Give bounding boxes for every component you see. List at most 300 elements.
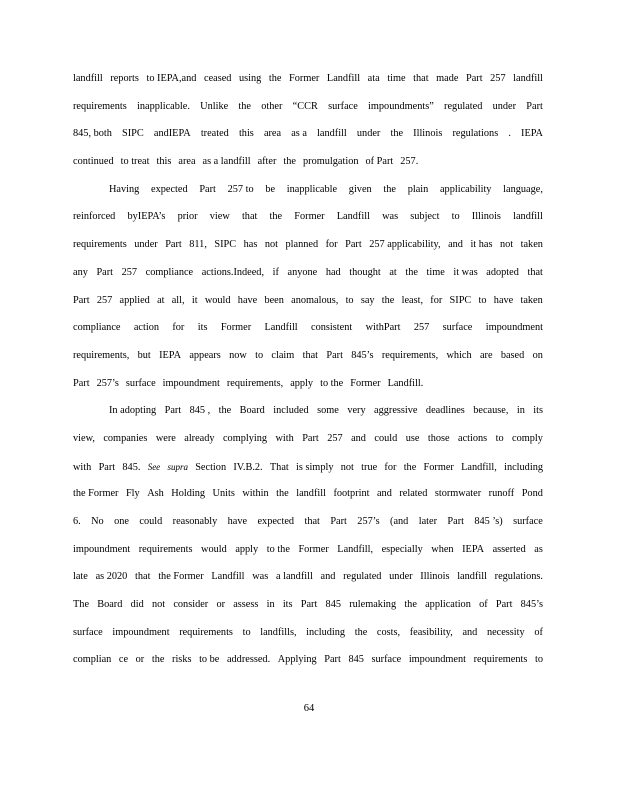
text-word: not bbox=[499, 239, 514, 251]
text-word: Landfill, bbox=[461, 461, 497, 473]
text-word: the bbox=[238, 100, 251, 112]
text-word: In adopting bbox=[109, 405, 157, 417]
text-word: See bbox=[147, 461, 161, 472]
text-word: Part bbox=[98, 461, 116, 473]
text-word: Fly bbox=[125, 488, 140, 500]
text-word: Landfill bbox=[264, 322, 298, 334]
text-word: have bbox=[237, 294, 258, 306]
text-word: to bbox=[495, 432, 504, 444]
text-word: which bbox=[446, 349, 472, 361]
text-word: deadlines bbox=[425, 405, 465, 417]
text-word: the bbox=[276, 488, 289, 500]
text-line bbox=[73, 541, 543, 569]
text-line bbox=[73, 568, 543, 596]
text-word: area bbox=[263, 128, 282, 140]
text-word: Part bbox=[326, 349, 343, 361]
text-word: of bbox=[534, 626, 543, 638]
text-word: the bbox=[404, 599, 417, 611]
text-word: Part bbox=[73, 377, 90, 389]
text-line bbox=[73, 236, 543, 264]
text-word: given bbox=[348, 183, 372, 195]
text-word: after bbox=[257, 156, 277, 168]
text-word: 811, bbox=[189, 239, 207, 251]
text-word: IEPA bbox=[462, 543, 485, 555]
text-word: complian bbox=[73, 654, 112, 666]
text-word: in bbox=[516, 405, 525, 417]
text-word: was bbox=[252, 571, 269, 583]
text-word: including bbox=[504, 461, 543, 473]
text-word: as bbox=[534, 543, 543, 555]
text-word: surface bbox=[328, 100, 358, 112]
text-word: thought bbox=[349, 266, 381, 278]
text-word: the Former bbox=[158, 571, 204, 583]
text-word: Part bbox=[466, 73, 483, 84]
text-word: Former bbox=[350, 377, 381, 389]
text-word: appears bbox=[189, 349, 221, 361]
text-word: 257 bbox=[121, 266, 138, 278]
text-line bbox=[73, 375, 543, 403]
text-word: to bbox=[478, 294, 487, 306]
text-word: impoundment bbox=[162, 377, 220, 389]
text-word: the bbox=[151, 654, 165, 666]
text-line bbox=[73, 402, 543, 430]
text-word: as a landfill bbox=[202, 156, 251, 168]
text-word: had bbox=[325, 266, 341, 278]
text-word: were bbox=[155, 432, 176, 444]
text-word: did bbox=[130, 599, 144, 611]
text-word: and bbox=[376, 488, 392, 500]
text-word: the bbox=[283, 156, 297, 168]
text-word: The bbox=[73, 599, 90, 611]
text-word: surface bbox=[513, 516, 543, 527]
text-word: that bbox=[304, 516, 320, 527]
text-word: 257 bbox=[413, 322, 430, 334]
text-word: especially bbox=[381, 543, 423, 555]
text-word: the bbox=[383, 183, 396, 195]
text-word: Part bbox=[526, 100, 543, 112]
text-word: time bbox=[387, 73, 406, 84]
text-word: any bbox=[73, 266, 88, 278]
text-word: landfill bbox=[317, 128, 347, 140]
text-word: the bbox=[218, 405, 232, 417]
text-word: that bbox=[135, 571, 151, 583]
text-word: adopted bbox=[486, 266, 519, 278]
text-word: assess bbox=[233, 599, 259, 611]
text-word: Illinois bbox=[413, 128, 443, 140]
text-word: 845’s bbox=[520, 599, 543, 611]
text-word: apply bbox=[290, 377, 314, 389]
text-word: all, bbox=[171, 294, 185, 306]
text-word: is simply bbox=[296, 461, 334, 473]
text-word: landfill bbox=[73, 73, 103, 84]
text-word: taken bbox=[520, 294, 543, 306]
text-word: and bbox=[320, 571, 336, 583]
text-line bbox=[73, 98, 543, 126]
text-word: this bbox=[156, 156, 172, 168]
text-line bbox=[73, 70, 543, 98]
text-word: action bbox=[133, 322, 159, 334]
text-word: those bbox=[427, 432, 450, 444]
text-word: made bbox=[436, 73, 459, 84]
text-word: 845 bbox=[325, 599, 341, 611]
text-word: requirements bbox=[473, 654, 528, 666]
text-line bbox=[73, 458, 543, 486]
text-word: included bbox=[273, 405, 309, 417]
text-word: Unlike bbox=[200, 100, 229, 112]
text-line bbox=[73, 347, 543, 375]
text-word: taken bbox=[520, 239, 543, 251]
text-word: applicability bbox=[439, 183, 492, 195]
text-word: 257 to bbox=[227, 183, 254, 195]
text-word: No bbox=[91, 516, 104, 527]
text-word: that bbox=[241, 211, 258, 223]
text-line bbox=[73, 319, 543, 347]
text-word: risks bbox=[172, 654, 192, 666]
text-word: . bbox=[508, 128, 511, 140]
text-word: 845’s bbox=[351, 349, 374, 361]
text-word: that bbox=[527, 266, 543, 278]
text-word: area bbox=[178, 156, 196, 168]
text-word: say bbox=[360, 294, 375, 306]
text-word: view bbox=[209, 211, 230, 223]
text-word: to bbox=[534, 654, 543, 666]
text-word: expected bbox=[257, 516, 295, 527]
text-word: addressed. bbox=[226, 654, 271, 666]
text-line bbox=[73, 264, 543, 292]
text-word: SIPC bbox=[122, 128, 144, 140]
text-word: claim bbox=[271, 349, 295, 361]
text-word: SIPC bbox=[214, 239, 237, 251]
text-word: this bbox=[238, 128, 254, 140]
text-word: 257 bbox=[327, 432, 343, 444]
text-word: 6. bbox=[73, 516, 81, 527]
text-word: Landfill bbox=[326, 73, 361, 84]
text-word: Landfill, bbox=[337, 543, 374, 555]
text-word: 257’s bbox=[96, 377, 119, 389]
text-word: Part bbox=[495, 599, 513, 611]
text-word: inapplicable. bbox=[137, 100, 190, 112]
text-word: 845 , bbox=[189, 405, 211, 417]
text-word: Former bbox=[298, 543, 329, 555]
text-word: and bbox=[448, 239, 463, 251]
text-word: actions.Indeed, bbox=[201, 266, 265, 278]
text-word: use bbox=[405, 432, 420, 444]
text-word: requirements, bbox=[226, 377, 284, 389]
text-word: ceased bbox=[204, 73, 232, 84]
text-word: Units bbox=[212, 488, 235, 500]
text-line bbox=[73, 430, 543, 458]
text-word: 257 bbox=[490, 73, 506, 84]
text-word: expected bbox=[151, 183, 188, 195]
text-line bbox=[73, 153, 543, 181]
text-word: IV.B.2. bbox=[233, 461, 263, 473]
text-word: when bbox=[431, 543, 454, 555]
text-word: Illinois bbox=[471, 211, 501, 223]
text-word: Board bbox=[97, 599, 123, 611]
text-word: to bbox=[345, 294, 354, 306]
text-word: Pond bbox=[521, 488, 543, 500]
text-word: using bbox=[239, 73, 262, 84]
text-word: rulemaking bbox=[349, 599, 397, 611]
text-word: would bbox=[204, 294, 231, 306]
text-word: requirements bbox=[73, 239, 127, 251]
text-word: not bbox=[340, 461, 354, 473]
text-word: 845. bbox=[122, 461, 141, 473]
text-word: IEPA bbox=[521, 128, 543, 140]
text-word: Landfill bbox=[211, 571, 245, 583]
text-word: surface bbox=[125, 377, 156, 389]
text-word: a landfill bbox=[275, 571, 313, 583]
text-word: under bbox=[134, 239, 158, 251]
text-word: SIPC bbox=[449, 294, 472, 306]
text-line bbox=[73, 624, 543, 652]
text-word: companies bbox=[103, 432, 148, 444]
text-word: impoundment bbox=[73, 543, 131, 555]
text-word: Illinois bbox=[420, 571, 450, 583]
text-word: with bbox=[275, 432, 294, 444]
text-word: requirements bbox=[73, 100, 127, 112]
text-word: to the bbox=[266, 543, 290, 555]
text-word: the bbox=[269, 211, 283, 223]
text-word: has bbox=[243, 239, 258, 251]
text-word: would bbox=[201, 543, 227, 555]
text-word: as a bbox=[291, 128, 307, 140]
text-word: within bbox=[242, 488, 269, 500]
text-word: reasonably bbox=[172, 516, 218, 527]
text-word: Former bbox=[220, 322, 252, 334]
text-word: landfills, bbox=[260, 626, 297, 638]
text-word: surface bbox=[73, 626, 103, 638]
text-word: ce bbox=[118, 654, 129, 666]
text-word: the bbox=[405, 266, 418, 278]
text-word: it bbox=[191, 294, 198, 306]
text-word: for bbox=[430, 294, 443, 306]
text-line bbox=[73, 651, 543, 679]
text-word: for bbox=[172, 322, 185, 334]
text-word: 257 applicability, bbox=[369, 239, 441, 251]
text-word: actions bbox=[458, 432, 488, 444]
text-line bbox=[73, 596, 543, 624]
text-word: 845 bbox=[348, 654, 364, 666]
text-word: asserted bbox=[492, 543, 526, 555]
text-word: IEPA bbox=[159, 349, 182, 361]
text-word: “CCR bbox=[292, 100, 318, 112]
text-word: impoundment bbox=[408, 654, 467, 666]
text-word: That bbox=[269, 461, 289, 473]
text-word: to IEPA,and bbox=[146, 73, 197, 84]
text-word: Part bbox=[199, 183, 216, 195]
text-word: 257 bbox=[96, 294, 113, 306]
text-word: Former bbox=[294, 211, 325, 223]
text-word: surface bbox=[442, 322, 473, 334]
text-word: in bbox=[266, 599, 275, 611]
text-word: requirements bbox=[138, 543, 193, 555]
text-word: later bbox=[418, 516, 437, 527]
text-word: view, bbox=[73, 432, 95, 444]
text-word: it has bbox=[470, 239, 493, 251]
text-word: could bbox=[374, 432, 398, 444]
text-word: Applying bbox=[277, 654, 317, 666]
text-word: as 2020 bbox=[95, 571, 128, 583]
text-word: impoundment bbox=[485, 322, 543, 334]
text-word: treated bbox=[200, 128, 229, 140]
text-word: Former bbox=[289, 73, 320, 84]
text-word: and bbox=[462, 626, 478, 638]
text-word: Ash bbox=[147, 488, 164, 500]
text-word: Holding bbox=[171, 488, 206, 500]
text-word: with bbox=[73, 461, 92, 473]
text-word: on bbox=[532, 349, 543, 361]
text-word: consistent bbox=[311, 322, 353, 334]
text-word: or bbox=[135, 654, 145, 666]
text-word: surface bbox=[371, 654, 402, 666]
text-word: Part bbox=[324, 654, 341, 666]
text-word: the bbox=[354, 626, 368, 638]
text-word: some bbox=[317, 405, 339, 417]
text-word: reports bbox=[110, 73, 139, 84]
text-word: costs, bbox=[376, 626, 401, 638]
text-word: landfill bbox=[513, 211, 543, 223]
text-word: under bbox=[389, 571, 413, 583]
text-line bbox=[73, 485, 543, 513]
text-word: of Part bbox=[365, 156, 394, 168]
text-word: complying bbox=[222, 432, 268, 444]
text-word: prior bbox=[177, 211, 198, 223]
text-word: under bbox=[492, 100, 517, 112]
text-word: stormwater bbox=[434, 488, 482, 500]
text-word: promulgation bbox=[303, 156, 359, 168]
text-word: aggressive bbox=[374, 405, 418, 417]
text-word: Former bbox=[423, 461, 454, 473]
text-word: regulated bbox=[444, 100, 483, 112]
text-word: withPart bbox=[365, 322, 401, 334]
text-word: very bbox=[347, 405, 366, 417]
text-word: Part bbox=[302, 432, 319, 444]
text-word: true bbox=[361, 461, 378, 473]
text-word: one bbox=[114, 516, 129, 527]
text-word: Part bbox=[447, 516, 464, 527]
text-word: applied bbox=[119, 294, 150, 306]
text-word: planned bbox=[285, 239, 319, 251]
text-word: supra bbox=[167, 461, 188, 472]
text-word: Landfill. bbox=[387, 377, 424, 389]
text-word: and bbox=[351, 432, 366, 444]
text-word: continued bbox=[73, 156, 114, 168]
text-word: have bbox=[493, 294, 514, 306]
text-word: to the bbox=[320, 377, 344, 389]
text-word: if bbox=[272, 266, 279, 278]
text-word: 257’s bbox=[357, 516, 380, 527]
text-word: compliance bbox=[73, 322, 121, 334]
text-word: compliance bbox=[145, 266, 194, 278]
text-word: least, bbox=[401, 294, 424, 306]
text-word: its bbox=[533, 405, 543, 417]
text-line bbox=[73, 181, 543, 209]
text-word: at bbox=[157, 294, 165, 306]
text-word: Part bbox=[300, 599, 318, 611]
text-word: to bbox=[255, 349, 264, 361]
text-word: Part bbox=[164, 405, 182, 417]
text-word: requirements, bbox=[73, 349, 130, 361]
text-word: (and bbox=[390, 516, 409, 527]
text-word: footprint bbox=[333, 488, 370, 500]
text-word: that bbox=[302, 349, 319, 361]
body-text bbox=[73, 70, 543, 679]
text-word: Board bbox=[239, 405, 265, 417]
text-word: or bbox=[216, 599, 226, 611]
text-word: including bbox=[306, 626, 346, 638]
text-word: related bbox=[399, 488, 428, 500]
text-word: the bbox=[381, 294, 395, 306]
text-word: not bbox=[151, 599, 166, 611]
text-word: Having bbox=[109, 183, 140, 195]
text-word: impoundments” bbox=[368, 100, 434, 112]
text-word: Part bbox=[73, 294, 90, 306]
text-word: it was bbox=[453, 266, 478, 278]
text-word: to bbox=[451, 211, 460, 223]
text-word: runoff bbox=[488, 488, 515, 500]
text-line bbox=[73, 513, 543, 541]
text-word: application bbox=[425, 599, 471, 611]
text-word: requirements, bbox=[381, 349, 439, 361]
text-word: reinforced bbox=[73, 211, 116, 223]
text-word: Part bbox=[345, 239, 362, 251]
text-word: 257. bbox=[400, 156, 419, 168]
text-word: could bbox=[139, 516, 163, 527]
text-word: that bbox=[413, 73, 429, 84]
text-word: to treat bbox=[120, 156, 150, 168]
text-word: Landfill bbox=[336, 211, 370, 223]
text-word: necessity bbox=[486, 626, 525, 638]
text-word: 845 ’s) bbox=[474, 516, 503, 527]
text-word: anomalous, bbox=[291, 294, 339, 306]
text-word: already bbox=[184, 432, 215, 444]
text-word: to be bbox=[199, 654, 220, 666]
text-word: 845, both bbox=[73, 128, 112, 140]
text-word: have bbox=[227, 516, 248, 527]
text-word: based bbox=[500, 349, 525, 361]
text-word: comply bbox=[512, 432, 543, 444]
text-word: now bbox=[229, 349, 247, 361]
text-word: subject bbox=[410, 211, 440, 223]
text-word: time bbox=[426, 266, 445, 278]
text-word: landfill bbox=[513, 73, 543, 84]
text-word: language, bbox=[503, 183, 543, 195]
text-word: not bbox=[264, 239, 279, 251]
text-line bbox=[73, 292, 543, 320]
text-word: the bbox=[268, 73, 282, 84]
text-word: at bbox=[389, 266, 397, 278]
text-word: to bbox=[242, 626, 251, 638]
text-word: feasibility, bbox=[409, 626, 453, 638]
text-word: ata bbox=[367, 73, 380, 84]
text-word: consider bbox=[173, 599, 209, 611]
text-word: because, bbox=[473, 405, 509, 417]
text-word: andIEPA bbox=[153, 128, 191, 140]
text-word: impoundment bbox=[112, 626, 170, 638]
text-word: plain bbox=[407, 183, 429, 195]
text-word: Part bbox=[330, 516, 347, 527]
text-word: anyone bbox=[287, 266, 318, 278]
text-word: landfill bbox=[457, 571, 487, 583]
text-word: regulated bbox=[343, 571, 382, 583]
text-word: landfill bbox=[296, 488, 326, 500]
text-word: been bbox=[264, 294, 284, 306]
text-word: the bbox=[390, 128, 404, 140]
text-word: the bbox=[403, 461, 417, 473]
text-word: but bbox=[137, 349, 151, 361]
text-word: for bbox=[325, 239, 338, 251]
